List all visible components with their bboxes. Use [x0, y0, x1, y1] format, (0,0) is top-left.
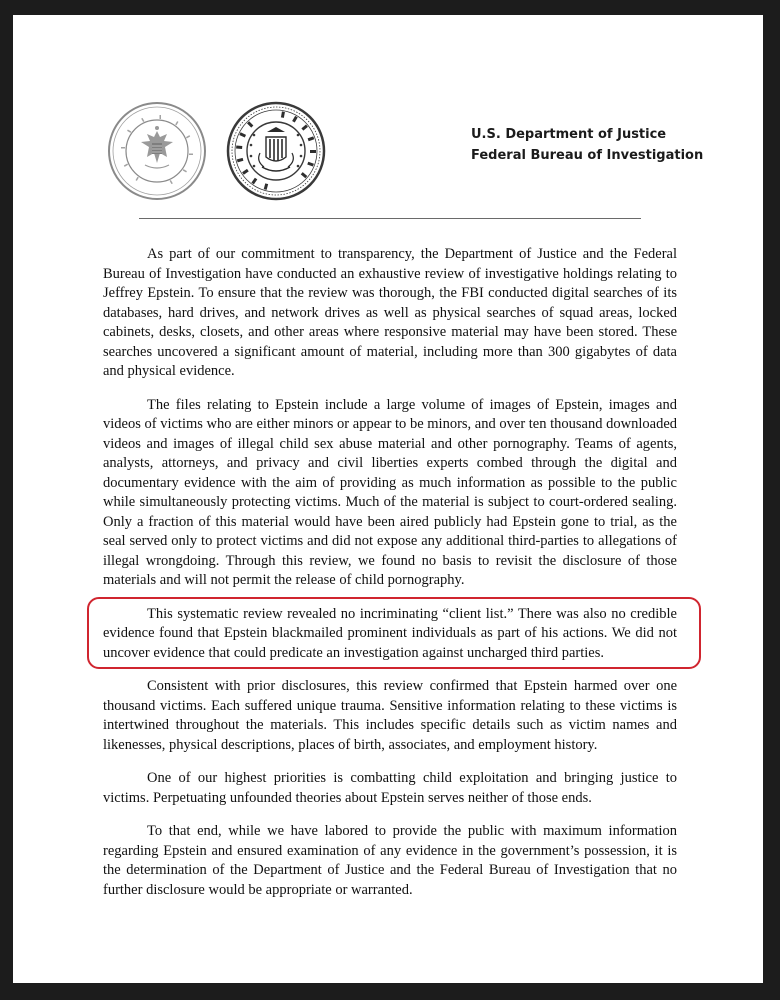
letterhead: [471, 124, 703, 166]
header-divider: [139, 218, 641, 219]
paragraph-3-highlighted: This systematic review revealed no incriminating “client list.” There was also no credible evidence found that Epstein blackmailed prominent individuals as part of his actions. We did not uncover evidence that could predicate an investigation against uncharged third parties.: [103, 605, 677, 661]
bureau-name: Federal Bureau of Investigation: [471, 148, 704, 163]
document-page: [13, 15, 763, 983]
department-name: U.S. Department of Justice: [471, 127, 667, 142]
paragraph-2: The files relating to Epstein include a large volume of images of Epstein, images and videos of victims who are either minors or appear to be minors, and over ten thousand downloaded videos and images of illegal child sex abuse material and other pornography. Teams of agents, analysts, attorneys, and privacy and civil liberties experts combed through the digital and documentary evidence with the aim of providing as much information as possible to the public while simultaneously protecting victims. Much of the material is subject to court-ordered sealing. Only a fraction of this material would have been aired publicly had Epstein gone to trial, as the seal served only to protect victims and did not expose any additional third-parties to allegations of illegal wrongdoing. Through this review, we found no basis to revisit the disclosure of those materials and will not permit the release of child pornography.: [103, 396, 677, 588]
paragraph-4: Consistent with prior disclosures, this review confirmed that Epstein harmed over one thousand victims. Each suffered unique trauma. Sensitive information relating to these victims is intertwined throughout the materials. This includes specific details such as victim names and likenesses, physical descriptions, places of birth, associates, and employment history.: [103, 678, 677, 753]
paragraph-6: To that end, while we have labored to provide the public with maximum information regarding Epstein and ensured examination of any evidence in the government’s possession, it is the determination of the Department of Justice and the Federal Bureau of Investigation that no further disclosure would be appropriate or warranted.: [103, 823, 677, 898]
doj-seal-icon: [107, 101, 207, 201]
fbi-seal-icon: [226, 101, 326, 201]
paragraph-5: One of our highest priorities is combatting child exploitation and bringing justice to victims. Perpetuating unfounded theories about Epstein serves neither of those ends.: [103, 770, 677, 806]
paragraph-1: As part of our commitment to transparency, the Department of Justice and the Federal Bureau of Investigation have conducted an exhaustive review of investigative holdings relating to Jeffrey Epstein. To ensure that the review was thorough, the FBI conducted digital searches of its databases, hard drives, and network drives as well as physical searches of squad areas, locked cabinets, desks, closets, and other areas where responsive material may have been stored. These searches uncovered a significant amount of material, including more than 300 gigabytes of data and physical evidence.: [103, 246, 677, 379]
letter-body: [103, 245, 677, 914]
